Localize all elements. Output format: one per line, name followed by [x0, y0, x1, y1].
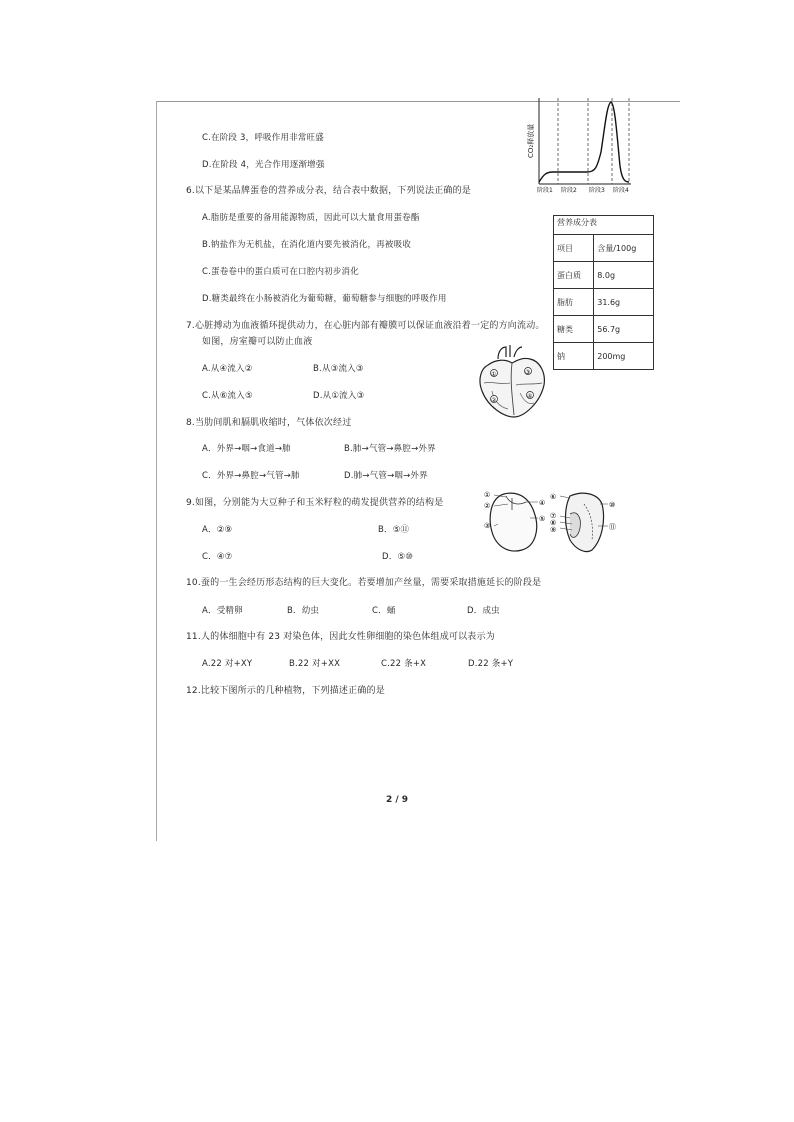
- nutrition-table-title: 营养成分表: [554, 216, 654, 235]
- q11-option-b: B.22 对+XX: [289, 659, 341, 669]
- heart-diagram: [476, 345, 548, 419]
- q6-option-a: A.脂肪是重要的备用能源物质，因此可以大量食用蛋卷酯: [202, 213, 420, 223]
- q7-option-d: D.从①流入③: [313, 391, 365, 401]
- q9-option-c: C．④⑦: [202, 552, 233, 562]
- nutrition-item: 钠: [554, 343, 594, 370]
- nutrition-table: [553, 215, 654, 370]
- q8-option-d: D.肺→气管→咽→外界: [344, 471, 428, 481]
- q11-option-d: D.22 条+Y: [468, 659, 514, 669]
- nutrition-amount: 8.0g: [594, 262, 654, 289]
- q7-stem-line2: 如图，房室瓣可以防止血液: [202, 337, 313, 347]
- q7-option-b: B.从③流入③: [313, 364, 364, 374]
- heart-label: ④: [527, 393, 533, 400]
- q10-option-a: A．受精卵: [202, 606, 243, 616]
- page-number: 2 / 9: [385, 795, 409, 805]
- seed-label: ⑥: [550, 493, 557, 501]
- seed-label: ⑦: [550, 512, 557, 520]
- soybean-seed-diagram: [482, 488, 557, 556]
- seed-label: ④: [539, 499, 546, 507]
- q10-option-c: C．蛹: [372, 606, 396, 616]
- co2-stage-label: 阶段4: [613, 187, 629, 194]
- co2-stage-label: 阶段3: [589, 187, 605, 194]
- q9-option-b: B．⑤⑪: [378, 525, 410, 535]
- nutrition-amount: 200mg: [594, 343, 654, 370]
- nutrition-item: 脂肪: [554, 289, 594, 316]
- seed-label: ⑤: [539, 515, 546, 523]
- q6-option-c: C.蛋卷卷中的蛋白质可在口腔内初步消化: [202, 267, 359, 277]
- seed-label: ⑨: [550, 526, 557, 534]
- q11-option-a: A.22 对+XY: [202, 659, 253, 669]
- seed-label: ①: [484, 491, 491, 499]
- co2-stage-label: 阶段1: [537, 187, 553, 194]
- seed-label: ②: [484, 502, 491, 510]
- q11-option-c: C.22 条+X: [381, 659, 427, 669]
- q8-option-c: C．外界→鼻腔→气管→肺: [202, 471, 300, 481]
- q10-stem: 10.蚕的一生会经历形态结构的巨大变化。若要增加产丝量，需要采取措施延长的阶段是: [186, 578, 542, 588]
- heart-label: ②: [491, 397, 497, 404]
- q12-stem: 12.比较下图所示的几种植物，下列描述正确的是: [186, 686, 385, 696]
- q11-stem: 11.人的体细胞中有 23 对染色体，因此女性卵细胞的染色体组成可以表示为: [186, 632, 495, 642]
- q10-option-b: B．幼虫: [287, 606, 320, 616]
- q6-option-d: D.糖类最终在小肠被消化为葡萄糖，葡萄糖参与细胞的呼吸作用: [202, 294, 447, 304]
- co2-release-chart: [525, 96, 635, 196]
- q10-option-d: D．成虫: [467, 606, 500, 616]
- co2-chart-ylabel: CO₂释放量: [527, 123, 535, 158]
- q7-option-a: A.从④流入②: [202, 364, 253, 374]
- q8-option-b: B.肺→气管→鼻腔→外界: [344, 444, 436, 454]
- co2-stage-label: 阶段2: [561, 187, 577, 194]
- q5-option-c: C.在阶段 3，呼吸作用非常旺盛: [202, 133, 324, 143]
- nutrition-amount: 56.7g: [594, 316, 654, 343]
- q7-stem: 7.心脏搏动为血液循环提供动力，在心脏内部有瓣膜可以保证血液沿着一定的方向流动。: [186, 321, 545, 331]
- q7-option-c: C.从⑥流入⑤: [202, 391, 253, 401]
- nutrition-item: 蛋白质: [554, 262, 594, 289]
- nutrition-header-item: 项目: [554, 235, 594, 262]
- q5-option-d: D.在阶段 4，光合作用逐渐增强: [202, 160, 325, 170]
- nutrition-amount: 31.6g: [594, 289, 654, 316]
- q8-option-a: A．外界→咽→食道→肺: [202, 444, 291, 454]
- heart-label: ③: [525, 369, 531, 376]
- nutrition-header-amount: 含量/100g: [594, 235, 654, 262]
- page-left-edge: [156, 101, 157, 841]
- nutrition-item: 糖类: [554, 316, 594, 343]
- q6-option-b: B.钠盐作为无机盐，在消化道内要先被消化，再被吸收: [202, 240, 412, 250]
- seed-label: ⑪: [609, 523, 616, 531]
- heart-label: ①: [491, 371, 497, 378]
- seed-label: ⑧: [550, 519, 557, 527]
- q9-option-a: A．②⑨: [202, 525, 233, 535]
- seed-label: ⑩: [609, 501, 616, 509]
- q9-option-d: D．⑤⑩: [382, 552, 414, 562]
- corn-kernel-diagram: [548, 488, 620, 556]
- q6-stem: 6.以下是某品牌蛋卷的营养成分表，结合表中数据，下列说法正确的是: [186, 186, 471, 196]
- q9-stem: 9.如图，分别能为大豆种子和玉米籽粒的萌发提供营养的结构是: [186, 498, 444, 508]
- seed-label: ③: [484, 522, 491, 530]
- q8-stem: 8.当肋间肌和膈肌收缩时，气体依次经过: [186, 418, 352, 428]
